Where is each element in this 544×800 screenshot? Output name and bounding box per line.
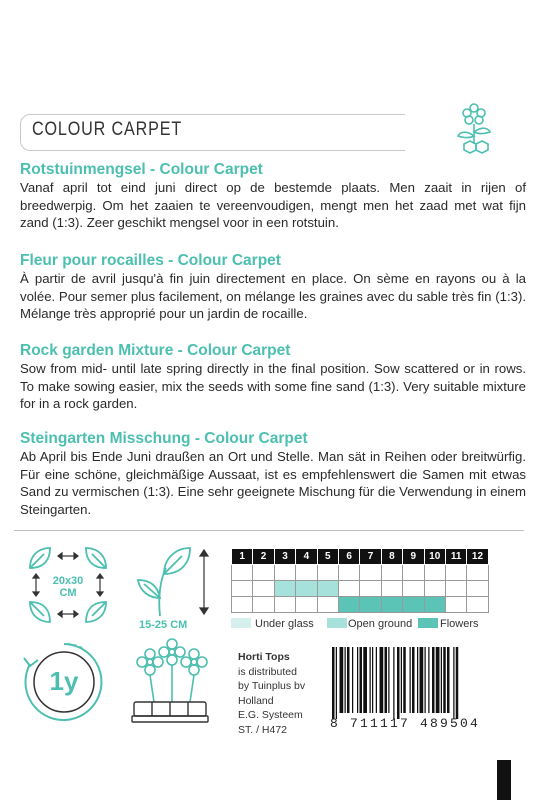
calendar-cell: [296, 565, 317, 581]
barcode-bar: [340, 647, 344, 713]
distributor-line: ST. / H472: [238, 723, 288, 736]
calendar-cell: [381, 597, 402, 613]
barcode-bar: [376, 647, 377, 713]
calendar-month-row: [232, 549, 489, 565]
calendar-cell: [381, 565, 402, 581]
legend-under-glass: Under glass: [255, 618, 314, 630]
spacing-line1: 20x30: [52, 575, 84, 587]
calendar-cell: [445, 581, 466, 597]
calendar-cell: [253, 597, 274, 613]
barcode-bar: [363, 647, 367, 713]
legend-flowers: Flowers: [440, 618, 479, 630]
calendar-cell: [445, 597, 466, 613]
spacing-value: [44, 575, 92, 599]
product-title: COLOUR CARPET: [32, 119, 183, 140]
calendar-month-6: 6: [338, 549, 359, 565]
calendar-month-10: 10: [424, 549, 445, 565]
section-english: [20, 341, 526, 413]
barcode-bar: [345, 647, 346, 713]
calendar-cell: [232, 565, 253, 581]
section-heading: Fleur pour rocailles - Colour Carpet: [20, 252, 281, 269]
edge-marker: [497, 760, 511, 800]
calendar-month-5: 5: [317, 549, 338, 565]
barcode-bar: [425, 647, 426, 713]
plant-height-icon: [124, 540, 214, 618]
calendar-cell: [274, 581, 295, 597]
section-body: Ab April bis Ende Juni draußen an Ort und Stelle. Man sät in Reihen oder breitwürfig. Für eine schöne, gleichmäßige Aussaat, ist es empfehlenswert die Samen mit etwas Sand zu vermischen (1:3). Eine sehr geeignete Mischung für die Verwendung in einem Steingarten.: [20, 449, 526, 517]
section-french: [20, 251, 526, 323]
section-heading: Rock garden Mixture - Colour Carpet: [20, 342, 291, 359]
calendar-cell: [403, 581, 424, 597]
calendar-cell: [338, 565, 359, 581]
legend-swatch-flowers: [418, 618, 438, 628]
calendar-month-12: 12: [467, 549, 488, 565]
section-body: Vanaf april tot eind juni direct op de bestemde plaats. Men zaait in rijen of breedwerpig. Om het zaaien te vereenvoudigen, mengt men het zaad met wat fijn zand (1:3). Zeer geschikt mengsel voor in een rotstuin.: [20, 180, 526, 231]
calendar-cell: [424, 565, 445, 581]
barcode-bar: [347, 647, 350, 713]
calendar-cell: [253, 581, 274, 597]
calendar-month-2: 2: [253, 549, 274, 565]
calendar-cell: [381, 581, 402, 597]
calendar-cell: [317, 597, 338, 613]
calendar-cell: [296, 581, 317, 597]
barcode-bar: [456, 647, 459, 719]
distributor-line: is distributed: [238, 665, 297, 678]
barcode-bar: [412, 647, 415, 713]
barcode-bar: [403, 647, 406, 713]
calendar-month-4: 4: [296, 549, 317, 565]
calendar-month-7: 7: [360, 549, 381, 565]
calendar-cell: [467, 581, 488, 597]
calendar-cell: [467, 597, 488, 613]
calendar-cell: [467, 565, 488, 581]
calendar-cell: [317, 581, 338, 597]
barcode-bar: [401, 647, 402, 713]
calendar-cell: [360, 597, 381, 613]
seedling-flower-icon: [444, 100, 504, 160]
barcode-bar: [432, 647, 435, 713]
legend-open-ground: Open ground: [348, 618, 413, 630]
calendar-cell: [424, 581, 445, 597]
barcode: [330, 647, 515, 727]
calendar-cell: [253, 565, 274, 581]
barcode-bar: [447, 647, 450, 713]
calendar-cell: [317, 565, 338, 581]
barcode-bar: [372, 647, 373, 713]
barcode-bar: [336, 647, 337, 719]
calendar-cell: [296, 597, 317, 613]
section-dutch: [20, 160, 526, 232]
section-body: À partir de avril jusqu'à fin juin directement en place. On sème en rayons ou à la volée. Pour semer plus facilement, on mélange les graines avec du sable très fin (1:3). Mélange très approprié pour un jardin de rocaille.: [20, 271, 526, 322]
barcode-bar: [420, 647, 424, 713]
calendar-cell: [360, 565, 381, 581]
calendar-month-1: 1: [232, 549, 253, 565]
calendar-cell: [232, 581, 253, 597]
barcode-number: 8 711117 489504: [330, 716, 481, 731]
distributor-brand: Horti Tops: [238, 651, 290, 663]
barcode-bar: [332, 647, 335, 719]
barcode-bar: [417, 647, 418, 713]
section-divider: [14, 530, 524, 531]
calendar-row-under-glass: [232, 565, 489, 581]
section-german: [20, 429, 526, 518]
barcode-bar: [360, 647, 363, 713]
section-body: Sow from mid- until late spring directly in the final position. Sow scattered or in rows. To make sowing easier, mix the seeds with some fine sand (1:3). Very suitable mixture for in a rock garden.: [20, 361, 526, 412]
barcode-bar: [357, 647, 358, 713]
section-heading: Rotstuinmengsel - Colour Carpet: [20, 161, 263, 178]
flower-planter-icon: [124, 632, 216, 732]
calendar-cell: [232, 597, 253, 613]
calendar-month-11: 11: [445, 549, 466, 565]
calendar-cell: [424, 597, 445, 613]
barcode-bar: [441, 647, 442, 713]
distributor-line: by Tuinplus bv: [238, 680, 306, 693]
calendar-cell: [338, 597, 359, 613]
calendar-row-flowers: [232, 597, 489, 613]
section-heading: Steingarten Misschung - Colour Carpet: [20, 430, 308, 447]
lifecycle-label: 1y: [49, 666, 79, 696]
barcode-bar: [428, 647, 429, 713]
barcode-bar: [388, 647, 389, 713]
calendar-cell: [274, 565, 295, 581]
calendar-row-open-ground: [232, 581, 489, 597]
calendar-cell: [274, 597, 295, 613]
calendar-month-8: 8: [381, 549, 402, 565]
barcode-bar: [436, 647, 440, 713]
legend-swatch-open-ground: [327, 618, 347, 628]
barcode-bar: [453, 647, 454, 719]
barcode-bar: [352, 647, 353, 713]
calendar-cell: [403, 597, 424, 613]
calendar-cell: [338, 581, 359, 597]
calendar-month-3: 3: [274, 549, 295, 565]
barcode-bar: [443, 647, 446, 713]
distributor-line: E.G. Systeem: [238, 709, 303, 722]
distributor-line: Holland: [238, 694, 274, 707]
calendar-cell: [445, 565, 466, 581]
height-value: 15-25 CM: [139, 619, 188, 631]
calendar-cell: [403, 565, 424, 581]
sowing-calendar: [231, 548, 489, 613]
calendar-cell: [360, 581, 381, 597]
barcode-bar: [410, 647, 411, 713]
barcode-bar: [380, 647, 384, 713]
distributor-info: [238, 650, 305, 738]
barcode-bar: [385, 647, 388, 713]
barcode-bar: [370, 647, 371, 713]
legend-swatch-under-glass: [231, 618, 251, 628]
spacing-line2: CM: [59, 587, 77, 599]
calendar-month-9: 9: [403, 549, 424, 565]
barcode-bar: [393, 647, 394, 719]
barcode-bar: [397, 647, 400, 719]
